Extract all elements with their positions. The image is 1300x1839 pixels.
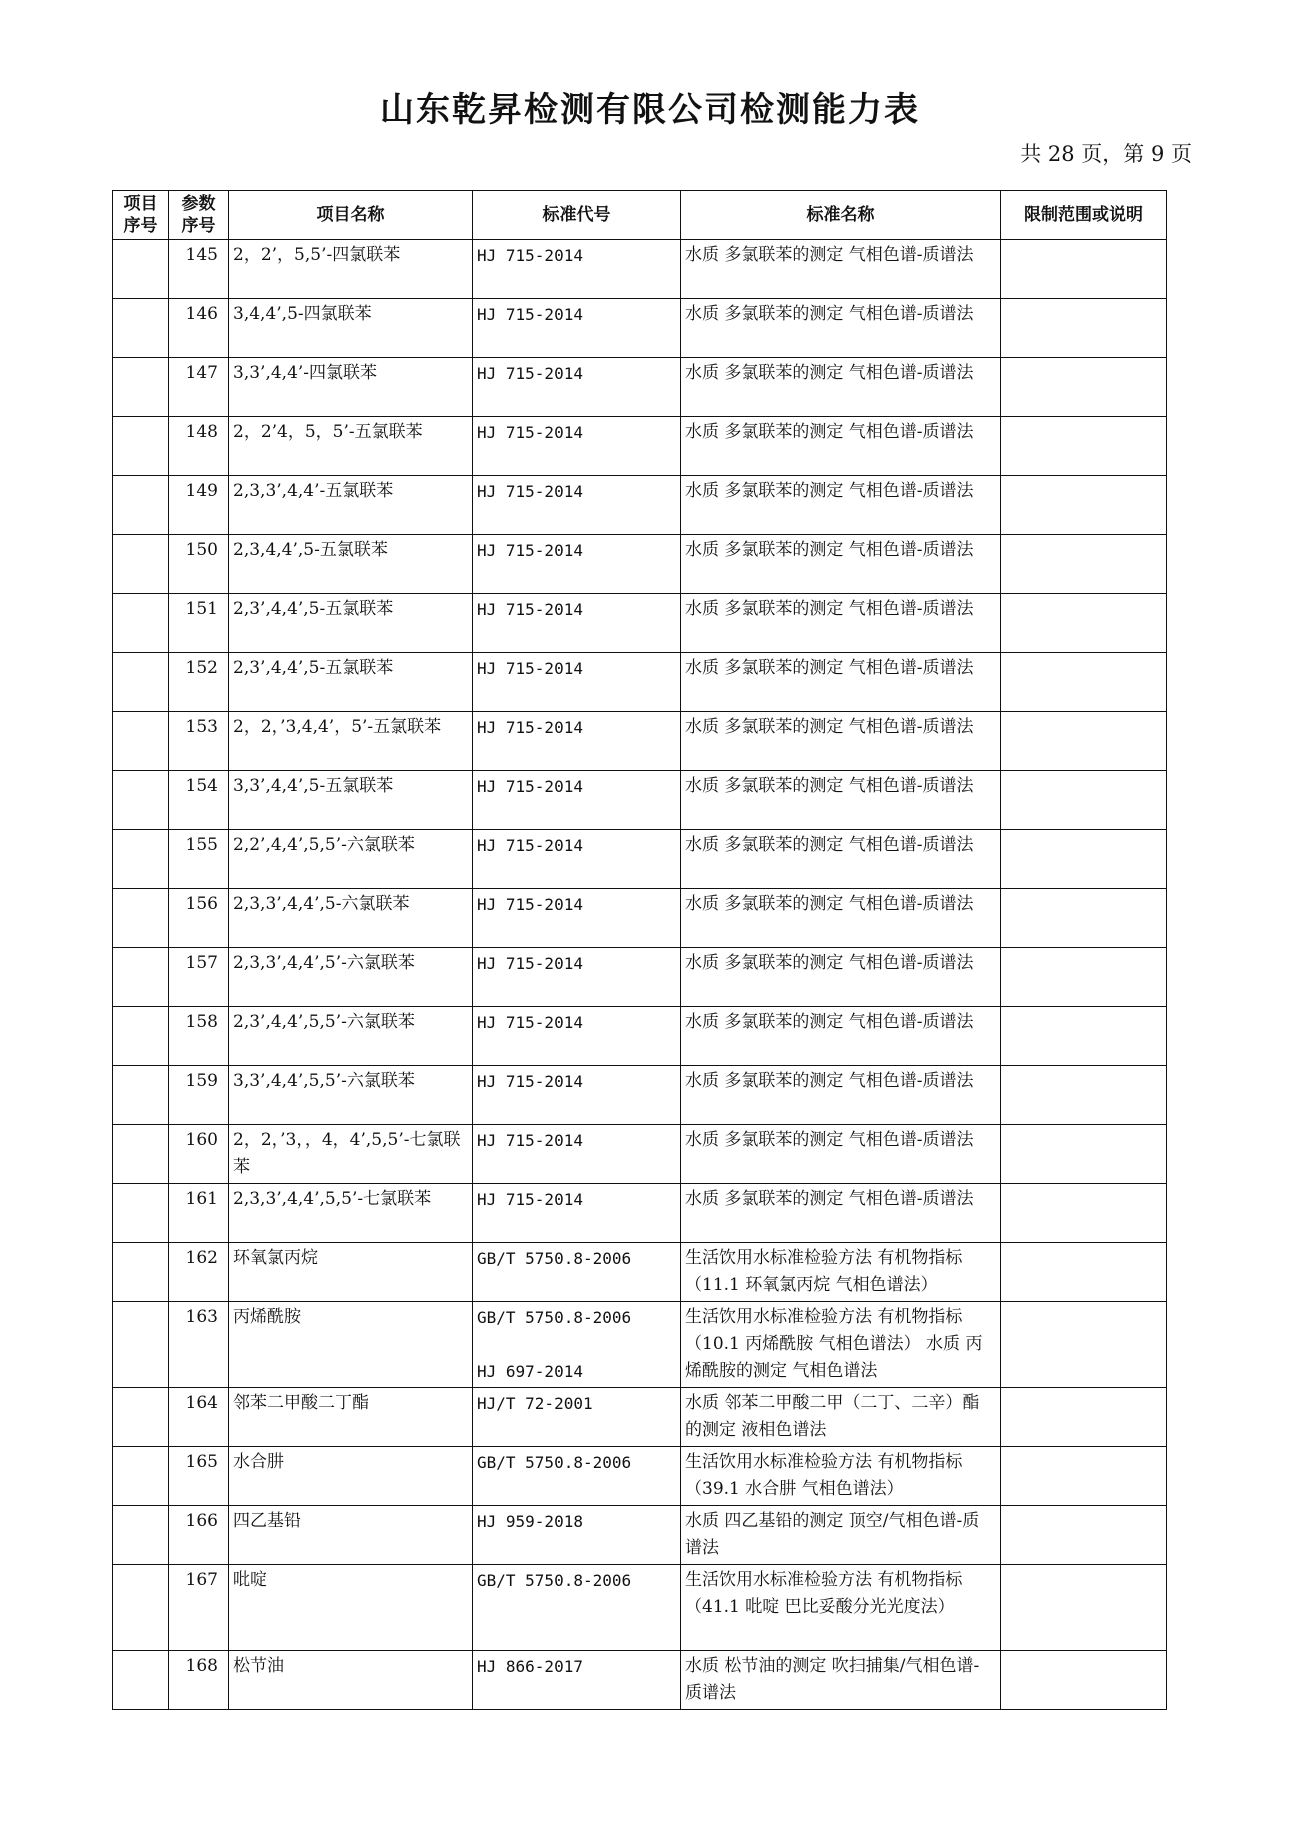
item-name-cell: 吡啶 <box>229 1565 473 1651</box>
limit-cell <box>1001 1184 1167 1243</box>
item-name-cell: 邻苯二甲酸二丁酯 <box>229 1388 473 1447</box>
item-seq-cell <box>113 771 169 830</box>
std-name-cell: 水质 多氯联苯的测定 气相色谱-质谱法 <box>681 948 1001 1007</box>
limit-cell <box>1001 889 1167 948</box>
std-code: HJ 715-2014 <box>477 305 583 324</box>
table-row <box>113 948 1167 1007</box>
col-header-param-seq: 参数 序号 <box>169 191 229 240</box>
std-code: HJ 715-2014 <box>477 423 583 442</box>
item-seq-cell <box>113 535 169 594</box>
item-name-cell: 环氧氯丙烷 <box>229 1243 473 1302</box>
table-row <box>113 240 1167 299</box>
std-name-cell: 水质 多氯联苯的测定 气相色谱-质谱法 <box>681 240 1001 299</box>
table-row <box>113 712 1167 771</box>
item-seq-cell <box>113 240 169 299</box>
param-seq-cell: 151 <box>169 594 229 653</box>
item-name-cell: 2,3’,4,4’,5-五氯联苯 <box>229 653 473 712</box>
item-name-cell: 3,3’,4,4’,5-五氯联苯 <box>229 771 473 830</box>
item-seq-cell <box>113 1184 169 1243</box>
item-name-cell: 丙烯酰胺 <box>229 1302 473 1388</box>
item-name-cell: 四乙基铅 <box>229 1506 473 1565</box>
std-code-cell <box>473 358 681 417</box>
table-row <box>113 771 1167 830</box>
param-seq-cell: 158 <box>169 1007 229 1066</box>
std-code: HJ 715-2014 <box>477 954 583 973</box>
std-code-cell <box>473 889 681 948</box>
page-title: 山东乾昇检测有限公司检测能力表 <box>380 90 920 130</box>
item-seq-cell <box>113 1565 169 1651</box>
param-seq-cell: 150 <box>169 535 229 594</box>
limit-cell <box>1001 594 1167 653</box>
limit-cell <box>1001 1066 1167 1125</box>
std-code-cell <box>473 830 681 889</box>
table-row <box>113 1066 1167 1125</box>
col-header-std-name: 标准名称 <box>681 191 1001 240</box>
std-code: HJ 715-2014 <box>477 1013 583 1032</box>
std-code-cell <box>473 594 681 653</box>
limit-cell <box>1001 1388 1167 1447</box>
limit-cell <box>1001 1007 1167 1066</box>
limit-cell <box>1001 240 1167 299</box>
std-code-cell <box>473 1565 681 1651</box>
table-row <box>113 535 1167 594</box>
std-code-cell <box>473 417 681 476</box>
item-seq-cell <box>113 889 169 948</box>
std-name-cell: 水质 多氯联苯的测定 气相色谱-质谱法 <box>681 535 1001 594</box>
limit-cell <box>1001 476 1167 535</box>
item-seq-cell <box>113 476 169 535</box>
std-name-cell: 水质 多氯联苯的测定 气相色谱-质谱法 <box>681 1007 1001 1066</box>
limit-cell <box>1001 1243 1167 1302</box>
table-row <box>113 1243 1167 1302</box>
std-code: HJ 715-2014 <box>477 1190 583 1209</box>
table-row <box>113 1184 1167 1243</box>
limit-cell <box>1001 1125 1167 1184</box>
item-name-cell: 2，2，’3，，4，4’,5,5’-七氯联苯 <box>229 1125 473 1184</box>
table-row <box>113 594 1167 653</box>
limit-cell <box>1001 358 1167 417</box>
std-code-cell <box>473 1243 681 1302</box>
col-header-item-name: 项目名称 <box>229 191 473 240</box>
item-name-cell: 2，2’4，5，5’-五氯联苯 <box>229 417 473 476</box>
item-name-cell: 2,3’,4,4’,5,5’-六氯联苯 <box>229 1007 473 1066</box>
table-row <box>113 1447 1167 1506</box>
std-code: HJ 715-2014 <box>477 777 583 796</box>
limit-cell <box>1001 417 1167 476</box>
std-name-cell: 水质 多氯联苯的测定 气相色谱-质谱法 <box>681 653 1001 712</box>
std-code-cell <box>473 535 681 594</box>
std-name-cell: 生活饮用水标准检验方法 有机物指标（39.1 水合肼 气相色谱法） <box>681 1447 1001 1506</box>
param-seq-cell: 147 <box>169 358 229 417</box>
std-name-cell: 水质 邻苯二甲酸二甲（二丁、二辛）酯的测定 液相色谱法 <box>681 1388 1001 1447</box>
limit-cell <box>1001 1565 1167 1651</box>
item-name-cell: 2,3,3’,4,4’,5-六氯联苯 <box>229 889 473 948</box>
item-seq-cell <box>113 1447 169 1506</box>
std-code-cell <box>473 1447 681 1506</box>
std-code: HJ 697-2014 <box>477 1362 583 1381</box>
std-name-cell: 水质 多氯联苯的测定 气相色谱-质谱法 <box>681 712 1001 771</box>
param-seq-cell: 149 <box>169 476 229 535</box>
table-row <box>113 1302 1167 1388</box>
std-code: GB/T 5750.8-2006 <box>477 1308 632 1327</box>
std-code: HJ 715-2014 <box>477 541 583 560</box>
param-seq-cell: 148 <box>169 417 229 476</box>
std-name-cell: 水质 多氯联苯的测定 气相色谱-质谱法 <box>681 1125 1001 1184</box>
std-code: HJ 715-2014 <box>477 364 583 383</box>
item-name-cell: 2,2’,4,4’,5,5’-六氯联苯 <box>229 830 473 889</box>
item-name-cell: 松节油 <box>229 1651 473 1710</box>
std-code: HJ 715-2014 <box>477 482 583 501</box>
std-code-cell <box>473 1184 681 1243</box>
std-name-cell: 水质 多氯联苯的测定 气相色谱-质谱法 <box>681 1066 1001 1125</box>
std-code-cell <box>473 1302 681 1388</box>
item-seq-cell <box>113 948 169 1007</box>
item-seq-cell <box>113 830 169 889</box>
table-row <box>113 358 1167 417</box>
table-row <box>113 1565 1167 1651</box>
item-seq-cell <box>113 1506 169 1565</box>
table-row <box>113 299 1167 358</box>
item-seq-cell <box>113 1388 169 1447</box>
param-seq-cell: 152 <box>169 653 229 712</box>
limit-cell <box>1001 1447 1167 1506</box>
item-seq-cell <box>113 712 169 771</box>
std-code-cell <box>473 771 681 830</box>
param-seq-cell: 168 <box>169 1651 229 1710</box>
std-code: HJ 959-2018 <box>477 1512 583 1531</box>
std-code-cell <box>473 1506 681 1565</box>
std-code <box>477 1331 676 1358</box>
param-seq-cell: 159 <box>169 1066 229 1125</box>
std-name-cell: 水质 多氯联苯的测定 气相色谱-质谱法 <box>681 1184 1001 1243</box>
std-code-cell <box>473 948 681 1007</box>
item-seq-cell <box>113 1066 169 1125</box>
std-code-cell <box>473 299 681 358</box>
std-code: HJ 715-2014 <box>477 659 583 678</box>
limit-cell <box>1001 1651 1167 1710</box>
std-name-cell: 水质 多氯联苯的测定 气相色谱-质谱法 <box>681 358 1001 417</box>
std-code: GB/T 5750.8-2006 <box>477 1453 632 1472</box>
item-seq-cell <box>113 594 169 653</box>
item-seq-cell <box>113 1243 169 1302</box>
param-seq-cell: 167 <box>169 1565 229 1651</box>
table-row <box>113 1125 1167 1184</box>
table-row <box>113 889 1167 948</box>
std-name-cell: 水质 多氯联苯的测定 气相色谱-质谱法 <box>681 889 1001 948</box>
param-seq-cell: 145 <box>169 240 229 299</box>
std-code-cell <box>473 1388 681 1447</box>
item-seq-cell <box>113 299 169 358</box>
limit-cell <box>1001 771 1167 830</box>
param-seq-cell: 153 <box>169 712 229 771</box>
col-header-limit: 限制范围或说明 <box>1001 191 1167 240</box>
limit-cell <box>1001 1302 1167 1388</box>
param-seq-cell: 156 <box>169 889 229 948</box>
limit-cell <box>1001 712 1167 771</box>
std-code: HJ 715-2014 <box>477 1072 583 1091</box>
param-seq-cell: 162 <box>169 1243 229 1302</box>
item-name-cell: 水合肼 <box>229 1447 473 1506</box>
page-number: 共 28 页，第 9 页 <box>1020 142 1192 166</box>
table-body <box>113 240 1167 1710</box>
item-name-cell: 3,3’,4,4’-四氯联苯 <box>229 358 473 417</box>
limit-cell <box>1001 830 1167 889</box>
param-seq-cell: 164 <box>169 1388 229 1447</box>
std-name-cell: 水质 多氯联苯的测定 气相色谱-质谱法 <box>681 771 1001 830</box>
std-code: HJ 715-2014 <box>477 836 583 855</box>
item-name-cell: 3,4,4’,5-四氯联苯 <box>229 299 473 358</box>
std-name-cell: 水质 多氯联苯的测定 气相色谱-质谱法 <box>681 594 1001 653</box>
limit-cell <box>1001 948 1167 1007</box>
table-row <box>113 1388 1167 1447</box>
param-seq-cell: 157 <box>169 948 229 1007</box>
std-code-cell <box>473 712 681 771</box>
item-seq-cell <box>113 653 169 712</box>
table-row <box>113 653 1167 712</box>
table-row <box>113 476 1167 535</box>
std-name-cell: 水质 多氯联苯的测定 气相色谱-质谱法 <box>681 299 1001 358</box>
std-code: GB/T 5750.8-2006 <box>477 1571 632 1590</box>
std-code-cell <box>473 1066 681 1125</box>
item-seq-cell <box>113 1302 169 1388</box>
std-code-cell <box>473 240 681 299</box>
item-seq-cell <box>113 1007 169 1066</box>
std-code: HJ 715-2014 <box>477 600 583 619</box>
item-name-cell: 2，2，’3,4,4’，5’-五氯联苯 <box>229 712 473 771</box>
param-seq-cell: 165 <box>169 1447 229 1506</box>
col-header-std-code: 标准代号 <box>473 191 681 240</box>
item-name-cell: 2,3,4,4’,5-五氯联苯 <box>229 535 473 594</box>
param-seq-cell: 146 <box>169 299 229 358</box>
item-name-cell: 2,3,3’,4,4’-五氯联苯 <box>229 476 473 535</box>
limit-cell <box>1001 653 1167 712</box>
col-header-item-seq: 项目 序号 <box>113 191 169 240</box>
std-code: HJ 866-2017 <box>477 1657 583 1676</box>
std-code: HJ 715-2014 <box>477 246 583 265</box>
item-seq-cell <box>113 1651 169 1710</box>
std-code: GB/T 5750.8-2006 <box>477 1249 632 1268</box>
limit-cell <box>1001 535 1167 594</box>
param-seq-cell: 160 <box>169 1125 229 1184</box>
table-row <box>113 830 1167 889</box>
std-code: HJ/T 72-2001 <box>477 1394 593 1413</box>
table-row <box>113 1506 1167 1565</box>
param-seq-cell: 166 <box>169 1506 229 1565</box>
item-name-cell: 2，2’，5,5’-四氯联苯 <box>229 240 473 299</box>
limit-cell <box>1001 299 1167 358</box>
std-name-cell: 生活饮用水标准检验方法 有机物指标（11.1 环氧氯丙烷 气相色谱法） <box>681 1243 1001 1302</box>
table-row <box>113 417 1167 476</box>
param-seq-cell: 161 <box>169 1184 229 1243</box>
limit-cell <box>1001 1506 1167 1565</box>
capability-table <box>112 190 1167 1710</box>
item-name-cell: 2,3’,4,4’,5-五氯联苯 <box>229 594 473 653</box>
std-name-cell: 水质 松节油的测定 吹扫捕集/气相色谱-质谱法 <box>681 1651 1001 1710</box>
item-name-cell: 2,3,3’,4,4’,5’-六氯联苯 <box>229 948 473 1007</box>
std-code-cell <box>473 653 681 712</box>
std-name-cell: 水质 多氯联苯的测定 气相色谱-质谱法 <box>681 476 1001 535</box>
param-seq-cell: 155 <box>169 830 229 889</box>
table-row <box>113 1651 1167 1710</box>
std-code-cell <box>473 1651 681 1710</box>
table-header-row <box>113 191 1167 240</box>
std-name-cell: 生活饮用水标准检验方法 有机物指标（41.1 吡啶 巴比妥酸分光光度法） <box>681 1565 1001 1651</box>
std-code-cell <box>473 476 681 535</box>
std-name-cell: 水质 四乙基铅的测定 顶空/气相色谱-质谱法 <box>681 1506 1001 1565</box>
item-name-cell: 2,3,3’,4,4’,5,5’-七氯联苯 <box>229 1184 473 1243</box>
item-seq-cell <box>113 358 169 417</box>
item-name-cell: 3,3’,4,4’,5,5’-六氯联苯 <box>229 1066 473 1125</box>
std-code-cell <box>473 1007 681 1066</box>
item-seq-cell <box>113 417 169 476</box>
std-name-cell: 水质 多氯联苯的测定 气相色谱-质谱法 <box>681 417 1001 476</box>
table-row <box>113 1007 1167 1066</box>
std-code: HJ 715-2014 <box>477 895 583 914</box>
std-name-cell: 水质 多氯联苯的测定 气相色谱-质谱法 <box>681 830 1001 889</box>
std-code-cell <box>473 1125 681 1184</box>
std-code: HJ 715-2014 <box>477 718 583 737</box>
item-seq-cell <box>113 1125 169 1184</box>
param-seq-cell: 163 <box>169 1302 229 1388</box>
param-seq-cell: 154 <box>169 771 229 830</box>
std-code: HJ 715-2014 <box>477 1131 583 1150</box>
std-name-cell: 生活饮用水标准检验方法 有机物指标（10.1 丙烯酰胺 气相色谱法） 水质 丙烯酰胺的测定 气相色谱法 <box>681 1302 1001 1388</box>
